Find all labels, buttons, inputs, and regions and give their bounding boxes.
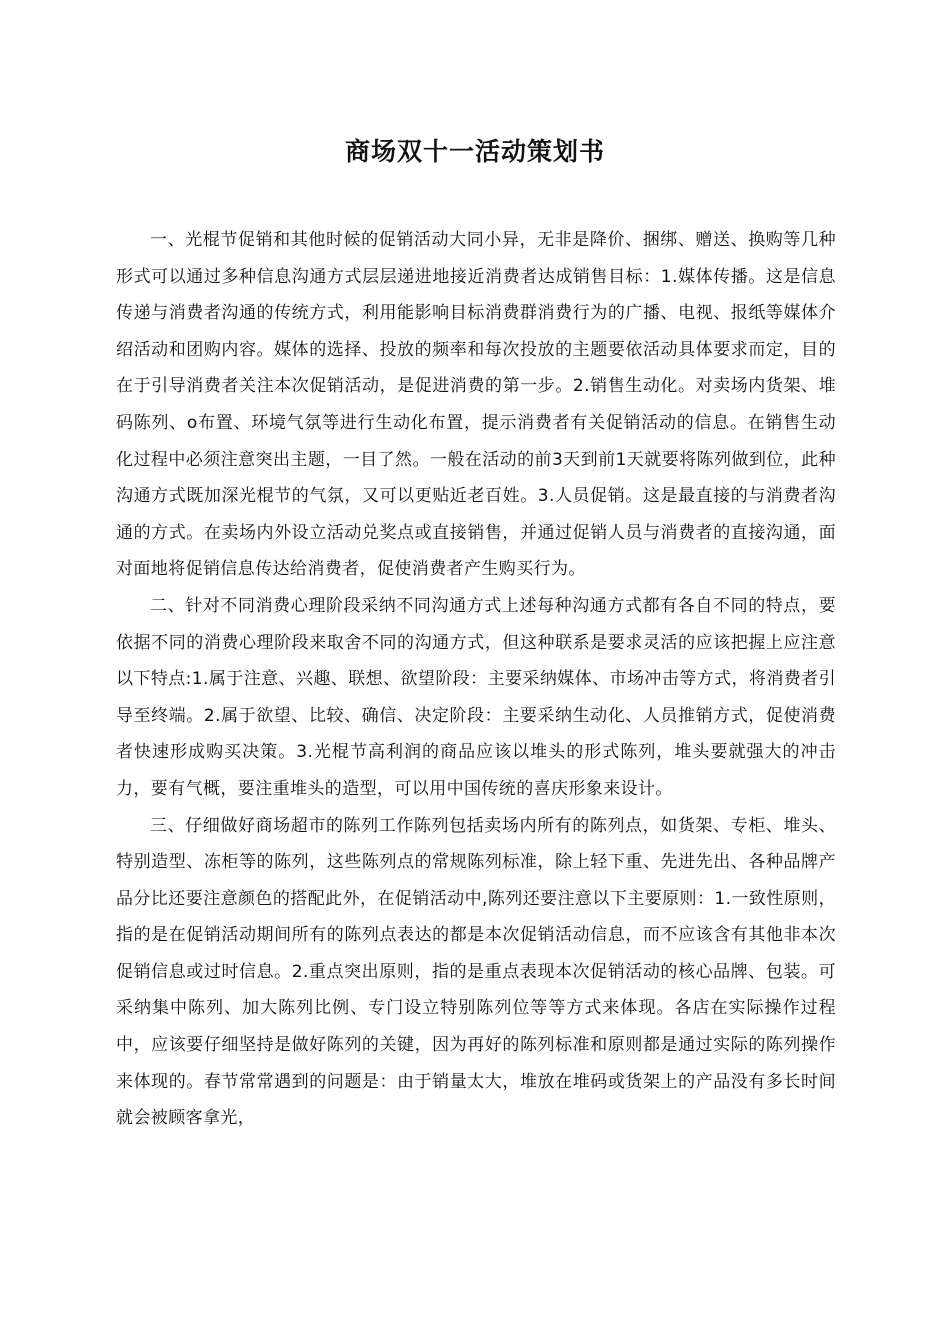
paragraph-2: 二、针对不同消费心理阶段采纳不同沟通方式上述每种沟通方式都有各自不同的特点，要依据不同的消费心理阶段来取舍不同的沟通方式，但这种联系是要求灵活的应该把握上应注意以下特点:1.属于注意、兴趣、联想、欲望阶段：主要采纳媒体、市场冲击等方式，将消费者引导至终端。2.属于欲望、比较、确信、决定阶段：主要采纳生动化、人员推销方式，促使消费者快速形成购买决策。3.光棍节高利润的商品应该以堆头的形式陈列，堆头要就强大的冲击力，要有气概，要注重堆头的造型，可以用中国传统的喜庆形象来设计。 bbox=[116, 595, 836, 799]
document-title: 商场双十一活动策划书 bbox=[344, 137, 605, 166]
document-body bbox=[116, 222, 836, 1137]
paragraph-1: 一、光棍节促销和其他时候的促销活动大同小异，无非是降价、捆绑、赠送、换购等几种形式可以通过多种信息沟通方式层层递进地接近消费者达成销售目标：1.媒体传播。这是信息传递与消费者沟通的传统方式，利用能影响目标消费群消费行为的广播、电视、报纸等媒体介绍活动和团购内容。媒体的选择、投放的频率和每次投放的主题要依活动具体要求而定，目的在于引导消费者关注本次促销活动，是促进消费的第一步。2.销售生动化。对卖场内货架、堆码陈列、o布置、环境气氛等进行生动化布置，提示消费者有关促销活动的信息。在销售生动化过程中必须注意突出主题，一目了然。一般在活动的前3天到前1天就要将陈列做到位，此种沟通方式既加深光棍节的气氛，又可以更贴近老百姓。3.人员促销。这是最直接的与消费者沟通的方式。在卖场内外设立活动兑奖点或直接销售，并通过促销人员与消费者的直接沟通，面对面地将促销信息传达给消费者，促使消费者产生购买行为。 bbox=[116, 230, 836, 580]
paragraph-3: 三、仔细做好商场超市的陈列工作陈列包括卖场内所有的陈列点，如货架、专柜、堆头、特别造型、冻柜等的陈列，这些陈列点的常规陈列标准，除上轻下重、先进先出、各种品牌产品分比还要注意颜色的搭配此外，在促销活动中,陈列还要注意以下主要原则：1.一致性原则，指的是在促销活动期间所有的陈列点表达的都是本次促销活动信息，而不应该含有其他非本次促销信息或过时信息。2.重点突出原则，指的是重点表现本次促销活动的核心品牌、包装。可采纳集中陈列、加大陈列比例、专门设立特别陈列位等等方式来体现。各店在实际操作过程中，应该要仔细坚持是做好陈列的关键，因为再好的陈列标准和原则都是通过实际的陈列操作来体现的。春节常常遇到的问题是：由于销量太大，堆放在堆码或货架上的产品没有多长时间就会被顾客拿光， bbox=[116, 815, 836, 1129]
